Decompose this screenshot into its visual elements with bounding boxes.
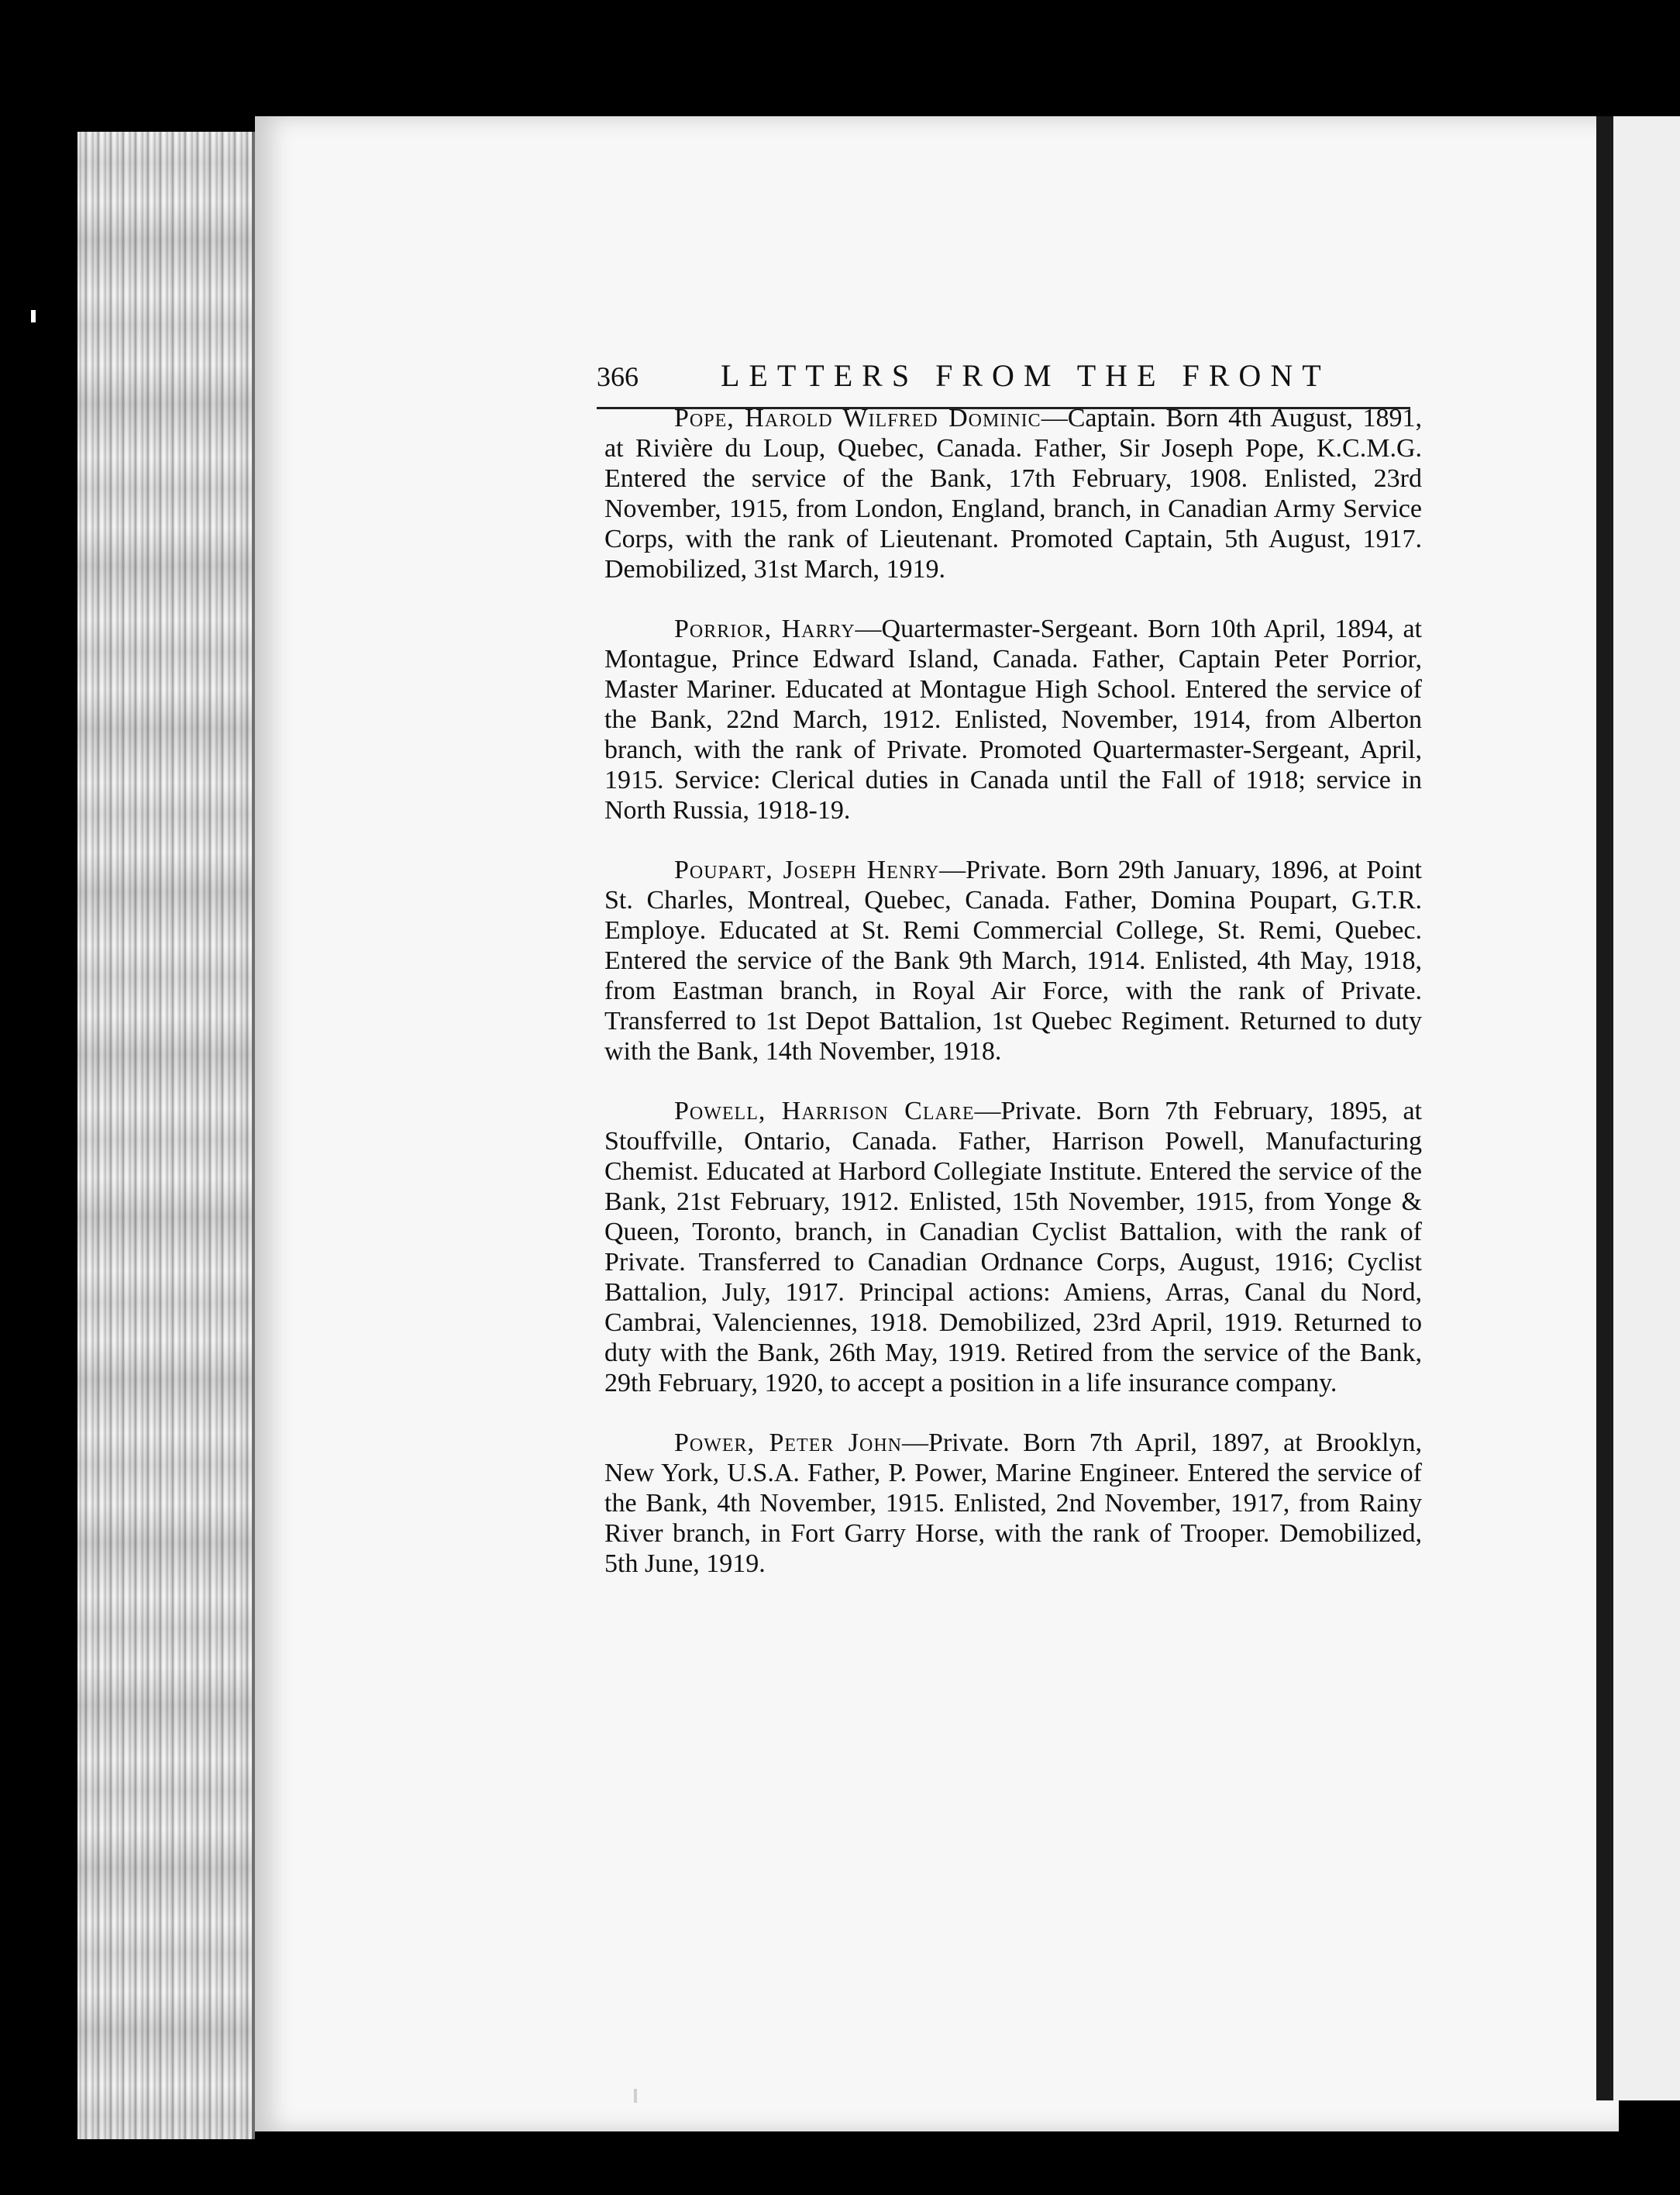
entry-name: Porrior, Harry bbox=[674, 615, 855, 643]
entry-name: Poupart, Joseph Henry bbox=[674, 856, 940, 884]
scan-speck-bottom bbox=[634, 2089, 637, 2103]
entry-porrior bbox=[604, 614, 1422, 825]
entry-power bbox=[604, 1428, 1422, 1579]
entry-text: —Private. Born 29th January, 1896, at Point St. Charles, Montreal, Quebec, Canada. Father, Domina Poupart, G.T.R. Employe. Educated at St. Remi Commercial College, St. Remi, Quebec. Entered the service of the Bank 9th March, 1914. Enlisted, 4th May, 1918, from Eastman branch, in Royal Air Force, with the rank of Private. Transferred to 1st Depot Battalion, 1st Quebec Regiment. Returned to duty with the Bank, 14th November, 1918. bbox=[604, 856, 1423, 1066]
page-gutter bbox=[1596, 116, 1613, 2100]
book-fore-edge bbox=[77, 132, 255, 2139]
entry-text: —Captain. Born 4th August, 1891, at Rivière du Loup, Quebec, Canada. Father, Sir Joseph Pope, K.C.M.G. Entered the service of the Bank, 17th February, 1908. Enlisted, 23rd November, 1915, from London, England, branch, in Canadian Army Service Corps, with the rank of Lieutenant. Promoted Captain, 5th August, 1917. Demobilized, 31st March, 1919. bbox=[604, 404, 1422, 584]
facing-page-edge bbox=[1613, 116, 1680, 2100]
entry-name: Powell, Harrison Clare bbox=[674, 1097, 975, 1125]
entry-list bbox=[604, 403, 1422, 1608]
page-number: 366 bbox=[597, 361, 639, 392]
entry-poupart bbox=[604, 855, 1422, 1066]
entry-name: Power, Peter John bbox=[674, 1428, 902, 1457]
running-head bbox=[597, 353, 1410, 409]
entry-name: Pope, Harold Wilfred Dominic bbox=[674, 404, 1041, 432]
entry-text: —Private. Born 7th April, 1897, at Brooklyn, New York, U.S.A. Father, P. Power, Marine Engineer. Entered the service of the Bank, 4th November, 1915. Enlisted, 2nd November, 1917, from Rainy River branch, in Fort Garry Horse, with the rank of Trooper. Demobilized, 5th June, 1919. bbox=[604, 1428, 1422, 1578]
entry-text: —Quartermaster-Sergeant. Born 10th April, 1894, at Montague, Prince Edward Island, Canada. Father, Captain Peter Porrior, Master Mariner. Educated at Montague High School. Entered the service of the Bank, 22nd March, 1912. Enlisted, November, 1914, from Alberton branch, with the rank of Private. Promoted Quartermaster-Sergeant, April, 1915. Service: Clerical duties in Canada until the Fall of 1918; service in North Russia, 1918-19. bbox=[604, 615, 1422, 825]
entry-text: —Private. Born 7th February, 1895, at Stouffville, Ontario, Canada. Father, Harrison Powell, Manufacturing Chemist. Educated at Harbord Collegiate Institute. Entered the service of the Bank, 21st February, 1912. Enlisted, 15th November, 1915, from Yonge & Queen, Toronto, branch, in Canadian Cyclist Battalion, with the rank of Private. Transferred to Canadian Ordnance Corps, August, 1916; Cyclist Battalion, July, 1917. Principal actions: Amiens, Arras, Canal du Nord, Cambrai, Valenciennes, 1918. Demobilized, 23rd April, 1919. Returned to duty with the Bank, 26th May, 1919. Retired from the service of the Bank, 29th February, 1920, to accept a position in a life insurance company. bbox=[604, 1097, 1422, 1397]
running-title: LETTERS FROM THE FRONT bbox=[721, 358, 1331, 393]
entry-pope bbox=[604, 403, 1422, 584]
entry-powell bbox=[604, 1096, 1422, 1398]
scan-speck bbox=[31, 310, 36, 322]
